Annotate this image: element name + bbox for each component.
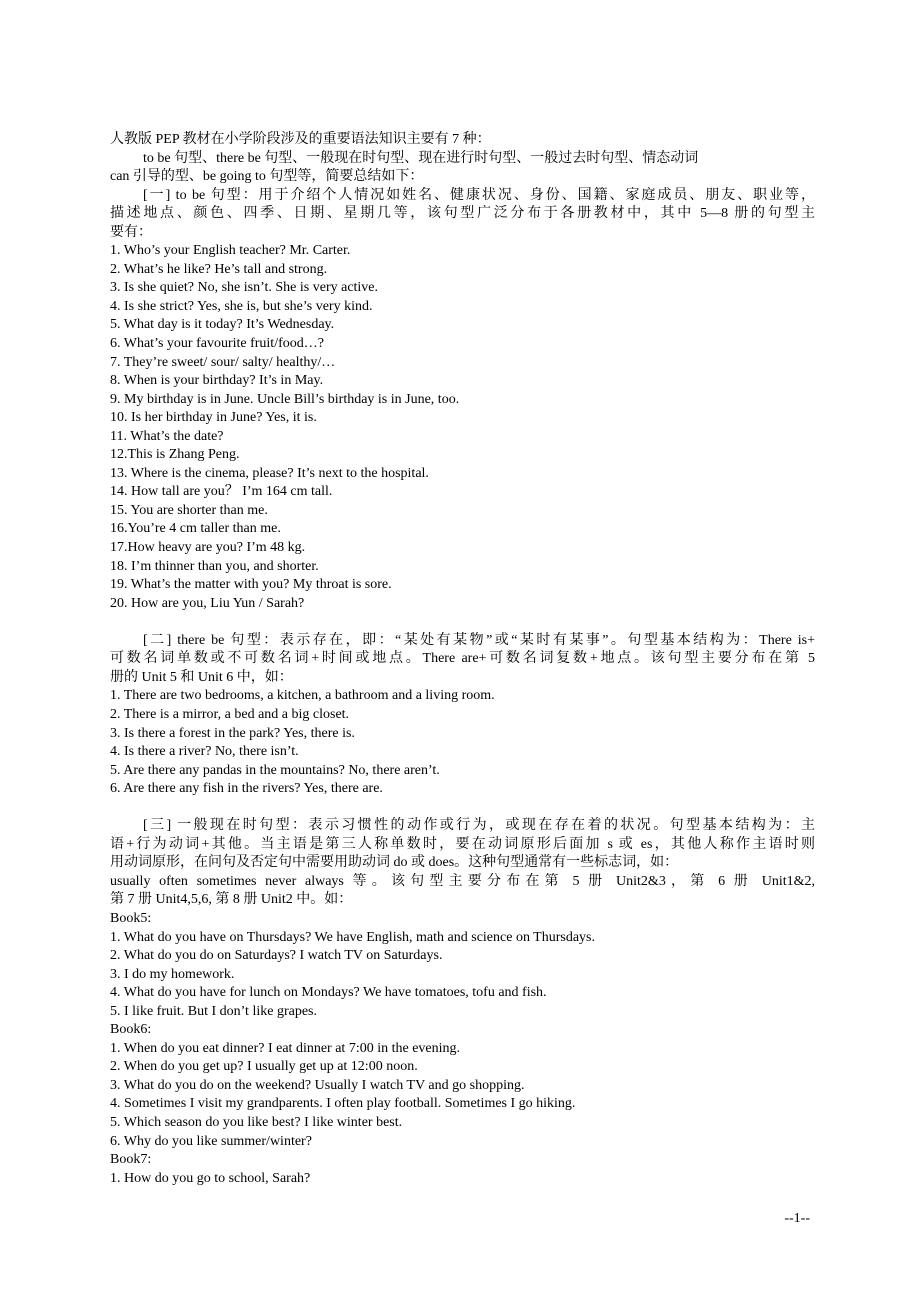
example-sentence: 8. When is your birthday? It’s in May. <box>110 373 324 389</box>
example-sentence: 2. What do you do on Saturdays? I watch TV on Saturdays. <box>110 948 443 964</box>
example-sentence: 4. What do you have for lunch on Mondays? We have tomatoes, tofu and fish. <box>110 985 547 1001</box>
section2-description: [二] there be 句型：表示存在，即：“某处有某物”或“某时有某事”。句型基本结构为：There is+ <box>143 632 815 648</box>
book-label: Book5: <box>110 910 152 926</box>
example-sentence: 4. Sometimes I visit my grandparents. I often play football. Sometimes I go hiking. <box>110 1096 576 1112</box>
section2-sentence-list <box>110 687 815 798</box>
example-sentence: 5. Which season do you like best? I like winter best. <box>110 1114 403 1130</box>
example-sentence: 2. When do you get up? I usually get up at 12:00 noon. <box>110 1059 418 1075</box>
section2-description: 可数名词单数或不可数名词+时间或地点。There are+可数名词复数+地点。该句型主要分布在第 5 <box>110 651 815 667</box>
example-sentence: 6. What’s your favourite fruit/food…? <box>110 336 324 352</box>
book-label: Book7: <box>110 1152 152 1168</box>
book-label: Book6: <box>110 1022 152 1038</box>
example-sentence: 1. There are two bedrooms, a kitchen, a bathroom and a living room. <box>110 688 495 704</box>
example-sentence: 20. How are you, Liu Yun / Sarah? <box>110 595 305 611</box>
section3-description: 第 7 册 Unit4,5,6, 第 8 册 Unit2 中。如： <box>110 892 353 908</box>
section1-description: 要有： <box>110 224 152 240</box>
example-sentence: 13. Where is the cinema, please? It’s next to the hospital. <box>110 465 429 481</box>
section1-description: [一] to be 句型：用于介绍个人情况如姓名、健康状况、身份、国籍、家庭成员、朋友、职业等， <box>143 187 815 203</box>
example-sentence: 2. What’s he like? He’s tall and strong. <box>110 261 328 277</box>
example-sentence: 4. Is she strict? Yes, she is, but she’s very kind. <box>110 298 373 314</box>
book5-sentence-list <box>110 929 815 1022</box>
example-sentence: 5. What day is it today? It’s Wednesday. <box>110 317 335 333</box>
example-sentence: 9. My birthday is in June. Uncle Bill’s birthday is in June, too. <box>110 391 460 407</box>
book6-sentence-list <box>110 1040 815 1151</box>
section3-description: [三] 一般现在时句型：表示习惯性的动作或行为，或现在存在着的状况。句型基本结构为：主 <box>143 818 815 834</box>
example-sentence: 17.How heavy are you? I’m 48 kg. <box>110 540 306 556</box>
intro-types-line: to be 句型、there be 句型、一般现在时句型、现在进行时句型、一般过去时句型、情态动词 <box>143 150 699 166</box>
section1-description: 描述地点、颜色、四季、日期、星期几等，该句型广泛分布于各册教材中，其中 5—8 册的句型主 <box>110 206 815 222</box>
example-sentence: 1. How do you go to school, Sarah? <box>110 1170 311 1186</box>
section2-description: 册的 Unit 5 和 Unit 6 中，如： <box>110 669 293 685</box>
example-sentence: 1. When do you eat dinner? I eat dinner at 7:00 in the evening. <box>110 1040 461 1056</box>
example-sentence: 3. What do you do on the weekend? Usually I watch TV and go shopping. <box>110 1077 525 1093</box>
section3-description: 语+行为动词+其他。当主语是第三人称单数时，要在动词原形后面加 s 或 es，其他人称作主语时则 <box>110 836 815 852</box>
section1-sentence-list <box>110 242 815 613</box>
example-sentence: 3. Is she quiet? No, she isn’t. She is very active. <box>110 280 379 296</box>
example-sentence: 6. Are there any fish in the rivers? Yes, there are. <box>110 781 383 797</box>
example-sentence: 19. What’s the matter with you? My throat is sore. <box>110 577 392 593</box>
example-sentence: 6. Why do you like summer/winter? <box>110 1133 312 1149</box>
example-sentence: 3. I do my homework. <box>110 966 235 982</box>
example-sentence: 10. Is her birthday in June? Yes, it is. <box>110 410 317 426</box>
example-sentence: 4. Is there a river? No, there isn’t. <box>110 744 299 760</box>
page-number: --1-- <box>784 1211 810 1226</box>
section3-description: 用动词原形，在问句及否定句中需要用助动词 do 或 does。这种句型通常有一些标志词，如： <box>110 855 679 871</box>
document-body <box>110 131 815 1188</box>
example-sentence: 12.This is Zhang Peng. <box>110 447 240 463</box>
example-sentence: 5. Are there any pandas in the mountains? No, there aren’t. <box>110 762 440 778</box>
intro-heading: 人教版 PEP 教材在小学阶段涉及的重要语法知识主要有 7 种： <box>110 132 491 147</box>
example-sentence: 2. There is a mirror, a bed and a big closet. <box>110 706 350 722</box>
example-sentence: 15. You are shorter than me. <box>110 502 268 518</box>
example-sentence: 3. Is there a forest in the park? Yes, there is. <box>110 725 355 741</box>
paragraph-spacer <box>110 799 815 818</box>
example-sentence: 1. Who’s your English teacher? Mr. Carter. <box>110 243 351 259</box>
example-sentence: 11. What’s the date? <box>110 428 224 444</box>
example-sentence: 16.You’re 4 cm taller than me. <box>110 521 281 537</box>
section3-description: usually often sometimes never always 等。该句型主要分布在第 5 册 Unit2&3，第 6 册 Unit1&2, <box>110 873 815 889</box>
paragraph-spacer <box>110 613 815 632</box>
example-sentence: 5. I like fruit. But I don’t like grapes. <box>110 1003 317 1019</box>
example-sentence: 7. They’re sweet/ sour/ salty/ healthy/… <box>110 354 336 370</box>
example-sentence: 1. What do you have on Thursdays? We have English, math and science on Thursdays. <box>110 929 596 945</box>
example-sentence: 18. I’m thinner than you, and shorter. <box>110 558 319 574</box>
book7-sentence-list <box>110 1170 815 1189</box>
example-sentence: 14. How tall are you？ I’m 164 cm tall. <box>110 484 333 500</box>
intro-types-line: can 引导的型、be going to 句型等，简要总结如下： <box>110 169 424 185</box>
